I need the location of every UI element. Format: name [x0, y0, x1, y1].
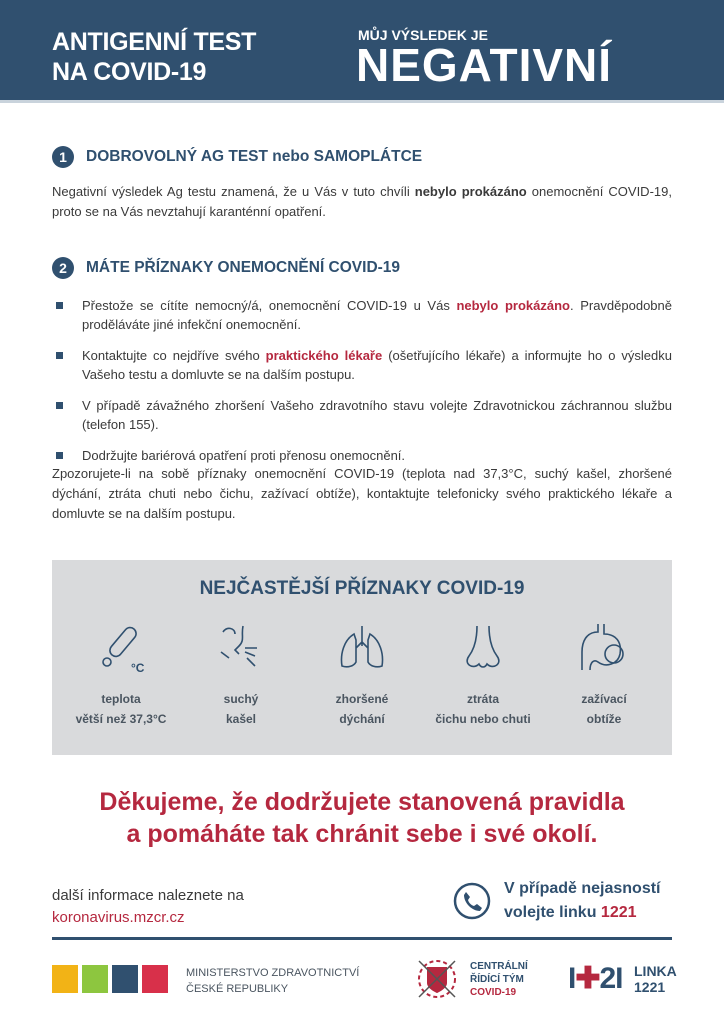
- cough-icon: [215, 622, 267, 674]
- symptom-label: dýchání: [339, 712, 385, 726]
- symptoms-heading: NEJČASTĚJŠÍ PŘÍZNAKY COVID-19: [199, 578, 525, 599]
- section-title: DOBROVOLNÝ AG TEST nebo SAMOPLÁTCE: [86, 148, 423, 165]
- symptom-label: suchý: [223, 692, 259, 706]
- nose-icon: [457, 622, 509, 674]
- divider: [52, 937, 672, 940]
- section-title: MÁTE PŘÍZNAKY ONEMOCNĚNÍ COVID-19: [86, 259, 401, 276]
- title-line: ANTIGENNÍ TEST: [52, 28, 257, 56]
- symptom-label: teplota: [101, 692, 141, 706]
- list-item: [52, 446, 672, 465]
- help-number: 1221: [600, 904, 637, 921]
- info-label: další informace naleznete na: [52, 887, 244, 904]
- crt-name: [470, 960, 528, 999]
- list-item: [52, 396, 672, 434]
- svg-text:°C: °C: [131, 661, 145, 674]
- helpline: [452, 877, 660, 925]
- thanks-line: a pomáháte tak chránit sebe i své okolí.: [126, 820, 598, 848]
- symptom-smell: [428, 622, 538, 729]
- symptom-label: kašel: [225, 712, 257, 726]
- linka-line: 1221: [634, 979, 666, 995]
- section1-text: [52, 182, 672, 222]
- linka-logo: I✚2I: [568, 962, 623, 995]
- section-number: 2: [52, 257, 74, 279]
- section2-note: Zpozorujete-li na sobě příznaky onemocnění COVID-19 (teplota nad 37,3°C, suchý kašel, zhoršené dýchání, ztráta chuti nebo čichu, zažívací obtíže), kontaktujte telefonicky svého praktického lékaře a domluvte se na dalším postupu.: [52, 466, 672, 521]
- text: Dodržujte bariérová opatření proti přenosu onemocnění.: [82, 448, 406, 463]
- symptom-label: čichu nebo chuti: [435, 712, 531, 726]
- symptoms-box: [52, 560, 672, 755]
- help-line: volejte linku: [504, 904, 601, 921]
- ministry-line: MINISTERSTVO ZDRAVOTNICTVÍ: [186, 967, 360, 979]
- logos-row: [0, 955, 724, 1005]
- test-title: [52, 27, 256, 87]
- text: onemocnění COVID-19, proto se na Vás nevztahují karanténní opatření.: [52, 184, 672, 219]
- result-value: NEGATIVNÍ: [356, 39, 613, 91]
- symptom-label: zažívací: [581, 692, 627, 706]
- crt-line: CENTRÁLNÍ: [470, 961, 528, 972]
- thermometer-icon: [95, 622, 147, 674]
- text: . Pravděpodobně proděláváte jiné infekční onemocnění.: [82, 298, 672, 332]
- stomach-icon: [578, 622, 630, 674]
- symptom-digestive: [549, 622, 659, 729]
- crt-emblem-icon: [415, 955, 459, 1003]
- text: V případě závažného zhoršení Vašeho zdravotního stavu volejte Zdravotnickou záchrannou službu (telefon 155).: [82, 398, 672, 432]
- advice-list: [52, 296, 672, 477]
- phone-icon: [452, 881, 492, 921]
- symptom-cough: [186, 622, 296, 729]
- ministry-name: [186, 965, 359, 997]
- thank-you-message: [0, 786, 724, 850]
- list-item: [52, 346, 672, 384]
- title-line: NA COVID-19: [52, 58, 207, 86]
- text: (ošetřujícího lékaře) a informujte ho o výsledku Vašeho testu a domluvte se na dalším postupu.: [82, 348, 672, 382]
- section1-heading: [52, 146, 422, 168]
- website-link[interactable]: koronavirus.mzcr.cz: [52, 909, 185, 926]
- symptom-breathing: [307, 622, 417, 729]
- symptom-label: větší než 37,3°C: [75, 712, 167, 726]
- symptom-label: zhoršené: [335, 692, 389, 706]
- symptom-fever: [66, 622, 176, 729]
- linka-name: [634, 963, 677, 995]
- ministry-line: ČESKÉ REPUBLIKY: [186, 983, 289, 995]
- crt-line: COVID-19: [470, 987, 517, 998]
- linka-line: LINKA: [634, 963, 677, 979]
- highlight: nebylo prokázáno: [456, 298, 570, 313]
- text: Kontaktujte co nejdříve svého: [82, 348, 266, 363]
- result-label: MŮJ VÝSLEDEK JE: [358, 27, 488, 43]
- text: Negativní výsledek Ag testu znamená, že u Vás v tuto chvíli: [52, 184, 415, 199]
- highlight: praktického lékaře: [265, 348, 383, 363]
- crt-line: ŘÍDÍCÍ TÝM: [470, 974, 524, 985]
- help-line: V případě nejasností: [504, 880, 661, 897]
- lungs-icon: [336, 622, 388, 674]
- list-item: [52, 296, 672, 334]
- symptom-label: ztráta: [466, 692, 499, 706]
- text: Přestože se cítíte nemocný/á, onemocnění COVID-19 u Vás: [82, 298, 457, 313]
- thanks-line: Děkujeme, že dodržujete stanovená pravidla: [99, 788, 625, 816]
- header-banner: [0, 0, 724, 103]
- mzcr-logo: [52, 965, 168, 993]
- section2-heading: [52, 257, 400, 279]
- symptom-label: obtíže: [586, 712, 622, 726]
- section-number: 1: [52, 146, 74, 168]
- text-bold: nebylo prokázáno: [414, 184, 527, 199]
- more-info: [52, 885, 244, 929]
